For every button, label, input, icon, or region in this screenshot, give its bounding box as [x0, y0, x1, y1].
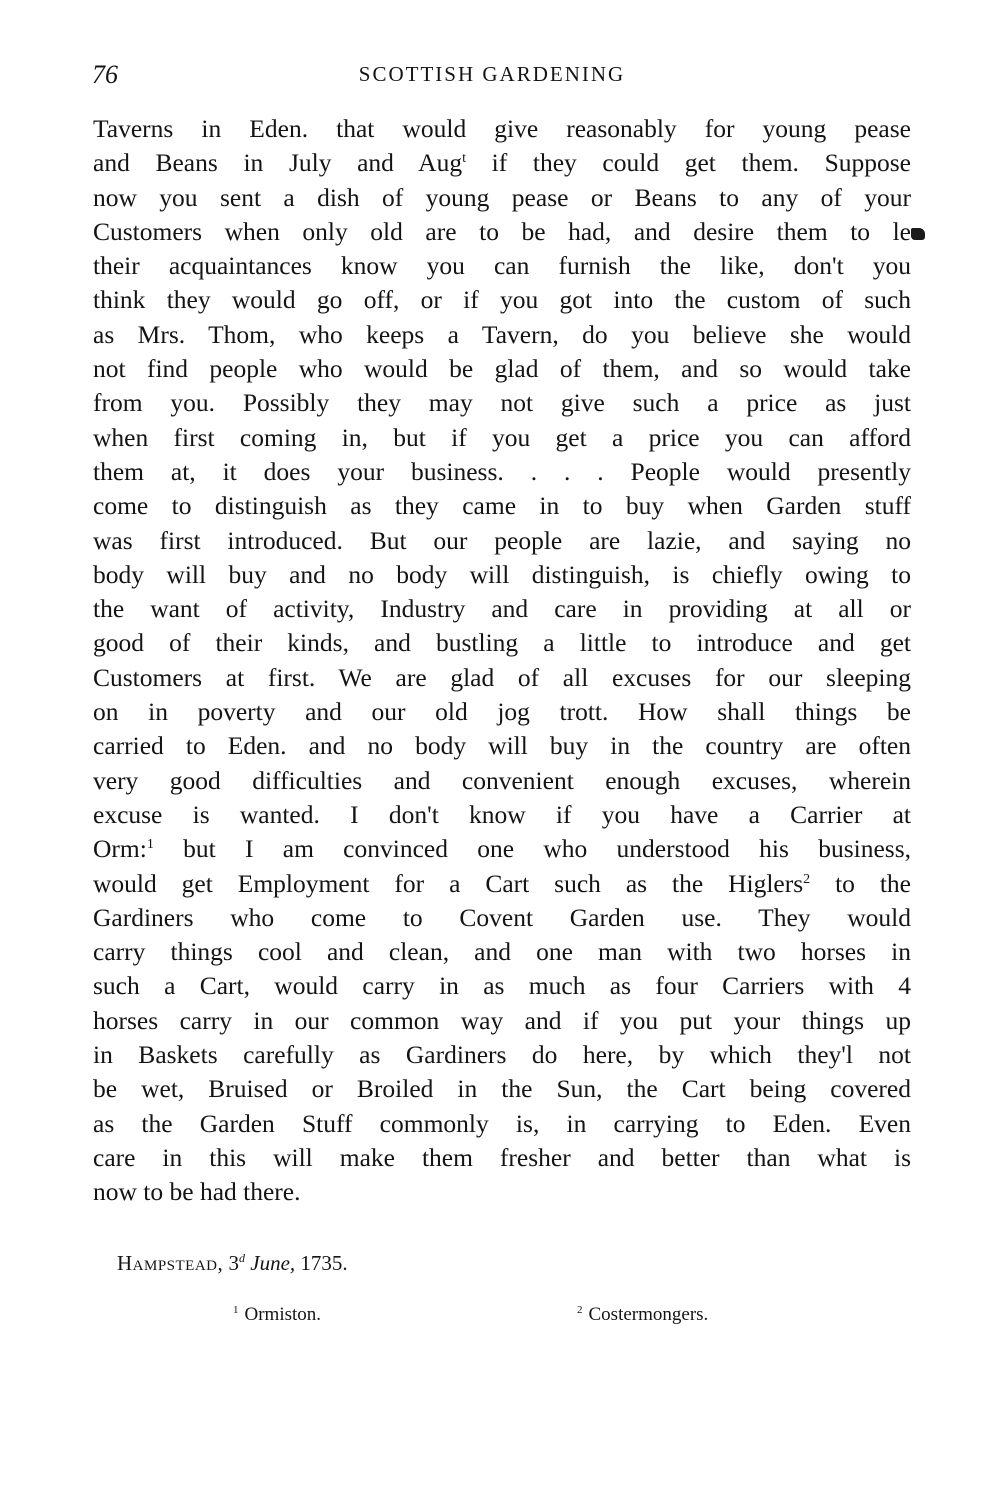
- text-line: carry things cool and clean, and one man with two horses in: [93, 937, 911, 967]
- text-line: [93, 867, 911, 901]
- text-line: such a Cart, would carry in as much as four Carriers with 4: [93, 971, 911, 1001]
- text-line: now you sent a dish of young pease or Beans to any of your: [93, 182, 911, 212]
- signoff-year: 1735.: [300, 1251, 348, 1275]
- text-line: body will buy and no body will distinguish, is chiefly owing to: [93, 559, 911, 589]
- signoff-place: Hampstead,: [117, 1251, 224, 1275]
- text-line: carried to Eden. and no body will buy in the country are often: [93, 731, 911, 761]
- text-line: from you. Possibly they may not give such a price as just: [93, 388, 911, 418]
- footnote-text: Costermongers.: [588, 1304, 709, 1325]
- text-line: [93, 832, 911, 866]
- text-line: Customers when only old are to be had, and desire them to le: [93, 216, 911, 246]
- text-line: Customers at first. We are glad of all excuses for our sleeping: [93, 662, 911, 692]
- text-line: [93, 146, 911, 180]
- text-line: in Baskets carefully as Gardiners do here, by which they'l not: [93, 1040, 911, 1070]
- running-title: SCOTTISH GARDENING: [358, 62, 626, 86]
- footnote-mark: 1: [233, 1304, 239, 1316]
- superscript: t: [462, 151, 466, 167]
- text-segment: if they could get them. Suppose: [465, 148, 911, 178]
- text-line: very good difficulties and convenient enough excuses, wherein: [93, 765, 911, 795]
- text-line: when first coming in, but if you get a price you can afford: [93, 422, 911, 452]
- footnote-ref-2: 2: [803, 871, 811, 887]
- text-line: the want of activity, Industry and care in providing at all or: [93, 594, 911, 624]
- text-line: on in poverty and our old jog trott. How shall things be: [93, 697, 911, 727]
- footnote-2: [577, 1304, 708, 1326]
- text-segment: and Beans in July and Aug: [93, 148, 463, 178]
- footnote-text: Ormiston.: [244, 1304, 322, 1325]
- text-line: not find people who would be glad of them, and so would take: [93, 354, 911, 384]
- footnote-mark: 2: [577, 1304, 583, 1316]
- signoff-day: 3: [228, 1251, 240, 1275]
- text-line: them at, it does your business. . . . People would presently: [93, 456, 911, 486]
- page-number: 76: [92, 60, 118, 89]
- signoff-month: June,: [250, 1251, 296, 1275]
- text-line: Taverns in Eden. that would give reasonably for young pease: [93, 114, 911, 143]
- letter-body: [93, 112, 911, 1210]
- text-segment: but I am convinced one who understood his business,: [153, 834, 911, 864]
- text-segment: Orm:: [93, 834, 147, 864]
- text-line: Gardiners who come to Covent Garden use. They would: [93, 902, 911, 932]
- text-line: think they would go off, or if you got into the custom of such: [93, 285, 911, 315]
- footnote-ref-1: 1: [146, 837, 154, 853]
- text-line: now to be had there.: [93, 1177, 301, 1207]
- ink-blot-mark: [911, 228, 925, 240]
- text-line: be wet, Bruised or Broiled in the Sun, the Cart being covered: [93, 1074, 911, 1104]
- text-line: good of their kinds, and bustling a little to introduce and get: [93, 628, 911, 658]
- text-line: come to distinguish as they came in to buy when Garden stuff: [93, 491, 911, 521]
- letter-signoff: [117, 1251, 348, 1276]
- text-line: care in this will make them fresher and better than what is: [93, 1142, 911, 1172]
- text-line: excuse is wanted. I don't know if you have a Carrier at: [93, 799, 911, 829]
- text-segment: to the: [810, 868, 911, 898]
- signoff-day-suffix: d: [239, 1251, 246, 1265]
- footnote-1: [233, 1304, 321, 1326]
- text-line: their acquaintances know you can furnish the like, don't you: [93, 251, 911, 281]
- text-line: as Mrs. Thom, who keeps a Tavern, do you believe she would: [93, 319, 911, 349]
- text-line: as the Garden Stuff commonly is, in carrying to Eden. Even: [93, 1108, 911, 1138]
- text-segment: would get Employment for a Cart such as the Higlers: [93, 868, 804, 898]
- running-head: [92, 60, 912, 94]
- text-line: was first introduced. But our people are lazie, and saying no: [93, 525, 911, 555]
- text-line: horses carry in our common way and if you put your things up: [93, 1005, 911, 1035]
